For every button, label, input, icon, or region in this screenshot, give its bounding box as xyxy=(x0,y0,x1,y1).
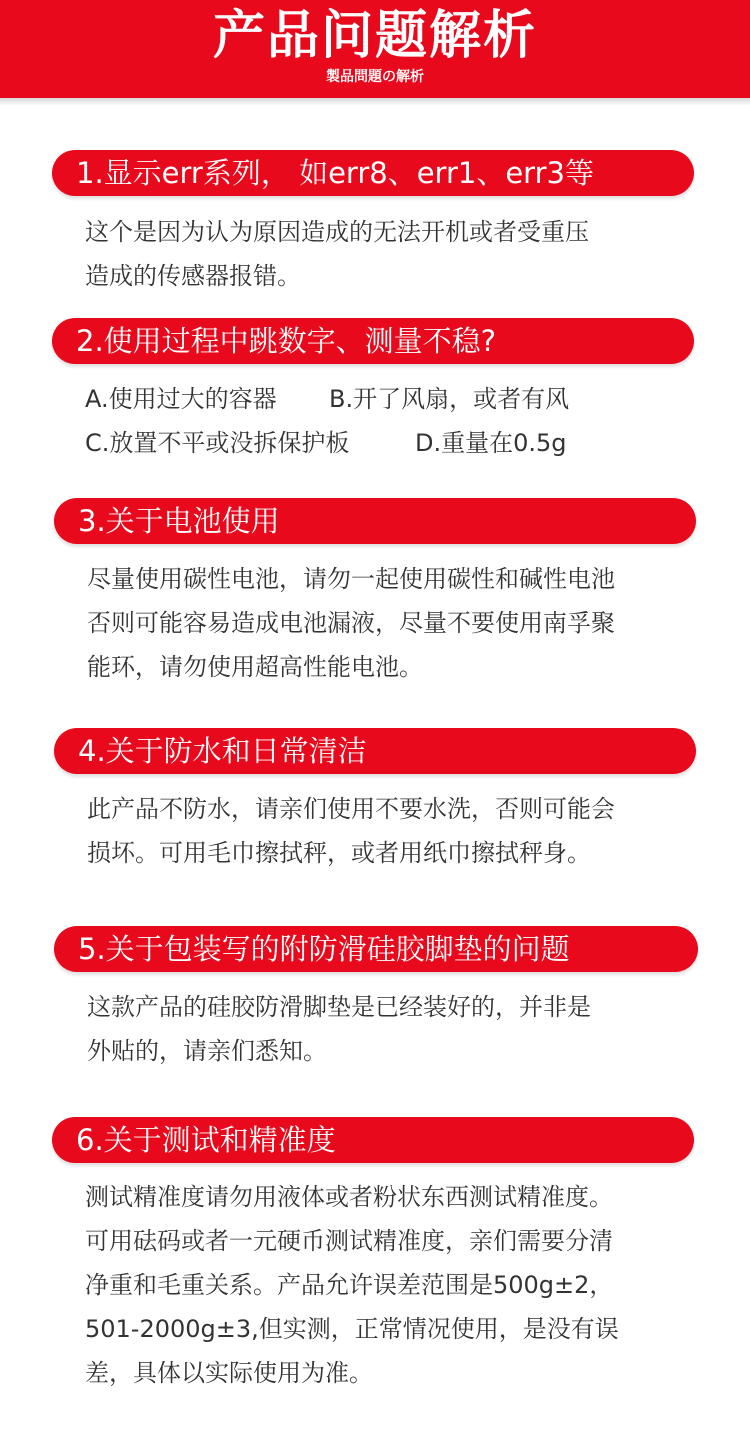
section-1-line-2: 造成的传感器报错。 xyxy=(85,262,301,290)
section-4-line-2: 损坏。可用毛巾擦拭秤，或者用纸巾擦拭秤身。 xyxy=(87,839,591,867)
section-5-body xyxy=(87,985,591,1073)
section-2-heading: 2.使用过程中跳数字、测量不稳? xyxy=(52,318,694,364)
option-b: B.开了风扇，或者有风 xyxy=(329,385,570,413)
option-a: A.使用过大的容器 xyxy=(85,385,277,413)
page-subtitle: 製品問題の解析 xyxy=(326,69,424,85)
header-shadow xyxy=(0,98,750,106)
page-header xyxy=(0,0,750,98)
section-2-body xyxy=(85,377,569,465)
section-6-line-2: 可用砝码或者一元硬币测试精准度，亲们需要分清 xyxy=(85,1227,613,1255)
section-3-line-1: 尽量使用碳性电池，请勿一起使用碳性和碱性电池 xyxy=(87,565,615,593)
section-6-body xyxy=(85,1175,619,1395)
section-5-heading: 5.关于包装写的附防滑硅胶脚垫的问题 xyxy=(54,926,698,972)
section-2-line-1 xyxy=(85,377,569,421)
section-4-line-1: 此产品不防水，请亲们使用不要水洗，否则可能会 xyxy=(87,795,615,823)
option-d: D.重量在0.5g xyxy=(415,429,567,457)
section-2-line-2 xyxy=(85,421,569,465)
section-6-line-4: 501-2000g±3,但实测，正常情况使用，是没有误 xyxy=(85,1315,619,1343)
section-3-heading: 3.关于电池使用 xyxy=(54,498,696,544)
section-1-heading: 1.显示err系列， 如err8、err1、err3等 xyxy=(52,150,694,196)
section-6-heading: 6.关于测试和精准度 xyxy=(52,1117,694,1163)
section-6-line-1: 测试精准度请勿用液体或者粉状东西测试精准度。 xyxy=(85,1183,613,1211)
section-1-body xyxy=(85,210,589,298)
section-6-line-5: 差，具体以实际使用为准。 xyxy=(85,1359,373,1387)
section-3-body xyxy=(87,557,615,689)
page-title: 产品问题解析 xyxy=(212,6,537,66)
section-4-body xyxy=(87,787,615,875)
section-3-line-2: 否则可能容易造成电池漏液，尽量不要使用南孚聚 xyxy=(87,609,615,637)
section-5-line-1: 这款产品的硅胶防滑脚垫是已经装好的，并非是 xyxy=(87,993,591,1021)
section-4-heading: 4.关于防水和日常清洁 xyxy=(54,728,696,774)
section-6-line-3: 净重和毛重关系。产品允许误差范围是500g±2， xyxy=(85,1271,614,1299)
section-1-line-1: 这个是因为认为原因造成的无法开机或者受重压 xyxy=(85,218,589,246)
section-3-line-3: 能环，请勿使用超高性能电池。 xyxy=(87,653,423,681)
section-5-line-2: 外贴的，请亲们悉知。 xyxy=(87,1037,327,1065)
option-c: C.放置不平或没拆保护板 xyxy=(85,429,350,457)
